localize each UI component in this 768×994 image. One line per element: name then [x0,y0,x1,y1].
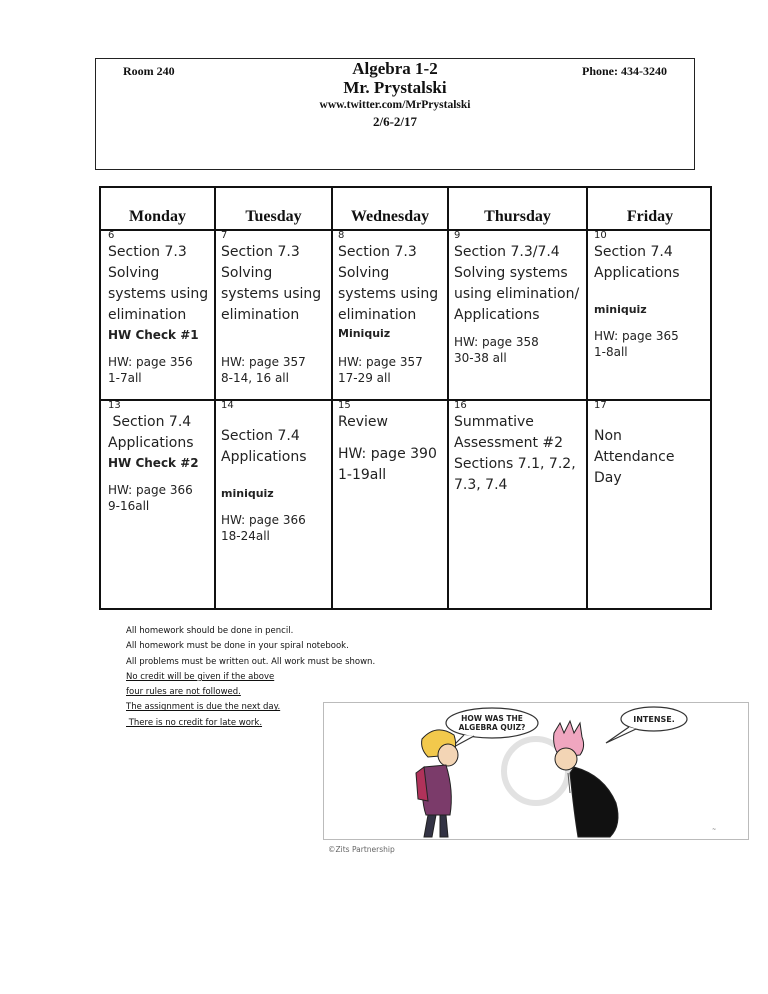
lesson-line: Section 7.3/7.4 [454,244,560,260]
calendar-cell [454,400,586,496]
date-number: 6 [108,230,115,241]
rule-line: All homework must be done in your spiral notebook. [126,641,349,652]
calendar-cell [594,230,712,360]
hw-problems: 18-24all [221,529,270,543]
date-number: 8 [338,230,345,241]
lesson-line: elimination [338,307,417,323]
hw-problems: 9-16all [108,499,150,513]
calendar-cell [338,230,446,386]
lesson-line: Applications [594,265,680,281]
day-friday: Friday [626,208,674,225]
lesson-line: Solving [338,265,390,281]
lesson-line: Sections 7.1, 7.2, [454,456,576,472]
artist-signature: ~ [712,827,717,833]
hw-problems: 1-19all [338,467,387,483]
column-divider [586,188,588,608]
date-number: 9 [454,230,461,241]
hw-assignment: HW: page 357 [338,355,423,369]
day-tuesday: Tuesday [245,208,302,225]
hw-assignment: HW: page 366 [108,483,193,497]
course-title: Algebra 1-2 [352,59,438,78]
date-number: 13 [108,400,121,411]
column-divider [447,188,449,608]
hw-problems: 17-29 all [338,371,391,385]
calendar-cell [108,230,214,386]
date-number: 14 [221,400,234,411]
calendar-cell [108,400,214,514]
rule-line: All homework should be done in pencil. [126,626,294,636]
hw-assignment: HW: page 366 [221,513,306,527]
lesson-line: Summative [454,414,534,430]
date-number: 15 [338,400,351,411]
calendar-cell [594,400,712,489]
lesson-line: systems using [221,286,322,302]
miniquiz-label: miniquiz [594,303,647,316]
hw-problems: 8-14, 16 all [221,371,289,385]
rule-line: All problems must be written out. All work must be shown. [126,656,376,667]
day-wednesday: Wednesday [350,208,430,225]
hw-assignment: HW: page 356 [108,355,193,369]
rule-line-underlined: The assignment is due the next day. [126,702,281,713]
hw-problems: 30-38 all [454,351,507,365]
teacher-name: Mr. Prystalski [343,78,447,97]
lesson-line: Section 7.3 [221,244,300,260]
lesson-line: using elimination/ [454,286,580,302]
date-number: 16 [454,400,467,411]
header-box [95,58,695,170]
lesson-line: Solving [221,265,273,281]
calendar-cell [454,230,586,366]
lesson-line: Non [594,428,622,444]
phone-number: Phone: 434-3240 [582,64,667,78]
bubble1-text: ALGEBRA QUIZ? [458,723,526,732]
comic-credit: ©Zits Partnership [328,845,395,854]
calendar-table [99,186,712,610]
title-block [96,59,694,130]
lesson-line: Section 7.4 [221,428,300,444]
lesson-line: Review [338,414,388,430]
hw-assignment: HW: page 357 [221,355,306,369]
calendar-cell [221,400,329,544]
hw-check-label: HW Check #1 [108,328,199,342]
hw-assignment: HW: page 390 [338,446,437,462]
column-divider [331,188,333,608]
column-divider [214,188,216,608]
lesson-line: Applications [454,307,540,323]
lesson-line: elimination [108,307,187,323]
hw-assignment: HW: page 358 [454,335,539,349]
date-number: 7 [221,230,228,241]
day-thursday: Thursday [484,208,551,225]
comic-strip [323,702,749,840]
lesson-line: elimination [221,307,300,323]
character-boy-left [416,730,458,837]
date-number: 17 [594,400,607,411]
bubble1-text: HOW WAS THE [461,714,523,723]
room-number: Room 240 [123,64,175,78]
date-range: 2/6-2/17 [372,114,418,129]
lesson-line: Solving systems [454,265,568,281]
lesson-line: 7.3, 7.4 [454,477,508,493]
day-monday: Monday [129,208,186,225]
lesson-line: systems using [338,286,439,302]
miniquiz-label: Miniquiz [338,327,391,340]
lesson-line: Section 7.4 [594,244,673,260]
lesson-line: Applications [221,449,307,465]
lesson-line: Attendance [594,449,675,465]
lesson-line: systems using [108,286,209,302]
lesson-line: Applications [108,435,194,451]
lesson-line: Section 7.4 [108,414,192,430]
lesson-line: Section 7.3 [338,244,417,260]
hw-problems: 1-7all [108,371,142,385]
lesson-line: Section 7.3 [108,244,187,260]
miniquiz-label: miniquiz [221,487,274,500]
date-number: 10 [594,230,607,241]
rule-line-underlined: There is no credit for late work. [126,717,263,728]
hw-problems: 1-8all [594,345,628,359]
lesson-line: Solving [108,265,160,281]
bubble2-text: INTENSE. [633,715,675,724]
lesson-line: Assessment #2 [454,435,564,451]
twitter-link[interactable]: www.twitter.com/MrPrystalski [319,99,471,111]
calendar-cell [338,400,446,486]
rule-line-underlined: No credit will be given if the above [126,671,275,682]
rule-line-underlined: four rules are not followed. [126,687,241,698]
hw-assignment: HW: page 365 [594,329,679,343]
calendar-cell [221,230,329,386]
character-boy-right [554,721,618,837]
lesson-line: Day [594,470,622,486]
hw-check-label: HW Check #2 [108,456,199,470]
comic-illustration [324,703,748,839]
